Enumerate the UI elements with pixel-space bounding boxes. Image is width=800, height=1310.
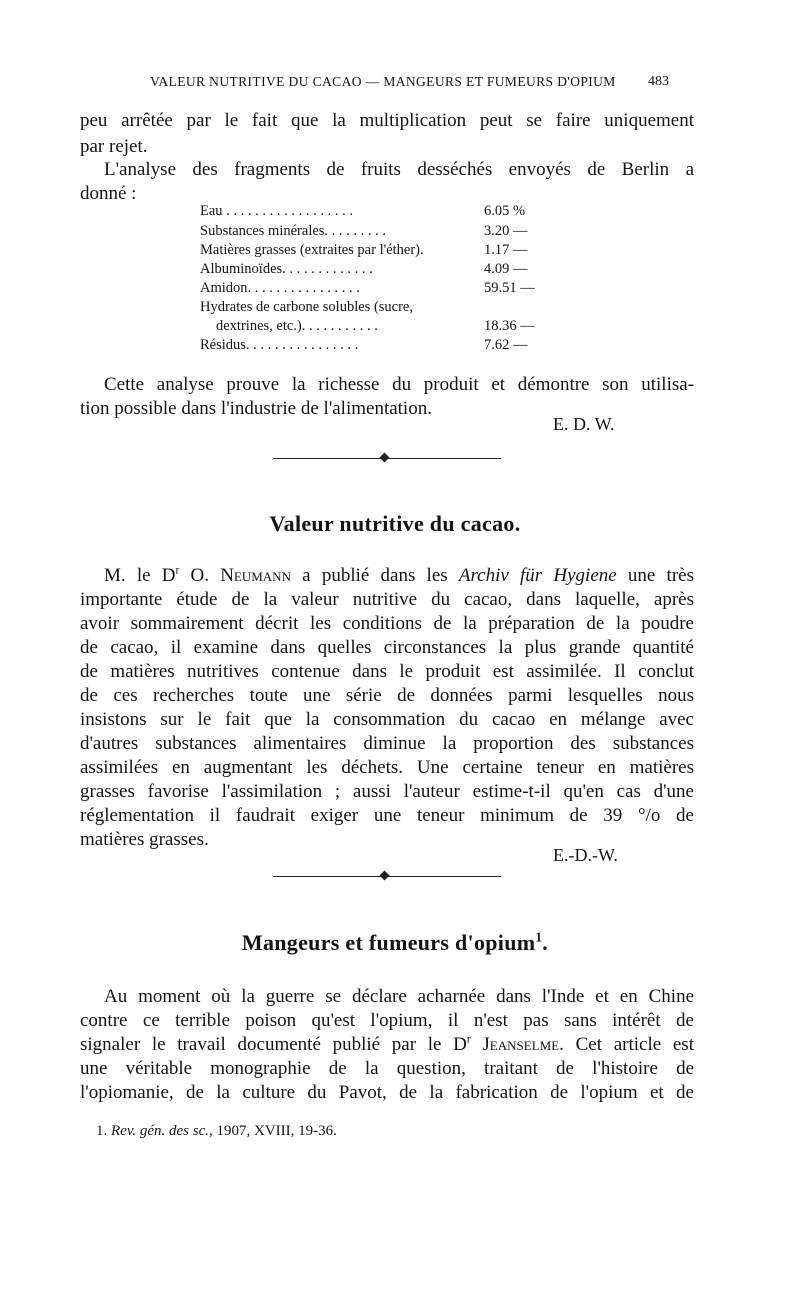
body-line: contre ce terrible poison qu'est l'opium, il n'est pas sans intérêt de bbox=[80, 1010, 694, 1031]
body-line: une véritable monographie de la question, traitant de l'histoire de bbox=[80, 1058, 694, 1079]
table-row-value: 18.36 — bbox=[484, 318, 535, 334]
table-row-value: 59.51 — bbox=[484, 280, 535, 296]
table-row-label: Hydrates de carbone solubles (sucre, bbox=[200, 299, 413, 315]
intro-line-1: peu arrêtée par le fait que la multiplication peut se faire uniquement bbox=[80, 110, 694, 131]
body-line: de cacao, il examine dans quelles circonstances la plus grande quantité bbox=[80, 637, 694, 658]
body-line: avoir sommairement décrit les conditions de la préparation de la poudre bbox=[80, 613, 694, 634]
body-line: l'opiomanie, de la culture du Pavot, de la fabrication de l'opium et de bbox=[80, 1082, 694, 1103]
body-line: importante étude de la valeur nutritive du cacao, dans laquelle, après bbox=[80, 589, 694, 610]
intro-line-3: L'analyse des fragments de fruits desséchés envoyés de Berlin a bbox=[104, 159, 694, 180]
footnote-journal: Rev. gén. des sc. bbox=[111, 1123, 210, 1139]
table-row-value: 6.05 % bbox=[484, 203, 526, 219]
body-line: réglementation il faudrait exiger une teneur minimum de 39 °/o de bbox=[80, 805, 694, 826]
intro-line-2: par rejet. bbox=[80, 136, 148, 157]
body-line: insistons sur le fait que la consommation du cacao en mélange avec bbox=[80, 709, 694, 730]
conclusion-line-1: Cette analyse prouve la richesse du produit et démontre son utilisa- bbox=[104, 374, 694, 395]
running-head: VALEUR NUTRITIVE DU CACAO — MANGEURS ET FUMEURS D'OPIUM bbox=[150, 74, 616, 89]
journal-title: Archiv für Hygiene bbox=[458, 565, 617, 586]
section1-first-line: M. le $D^r$ O. Neumann a publié dans les Archiv für Hygiene une très bbox=[104, 564, 694, 586]
author-name: Neumann bbox=[220, 565, 291, 586]
table-row-label: Eau . . . . . . . . . . . . . . . . . . bbox=[200, 203, 354, 219]
body-line: de matières nutritives contenue dans le produit est assimilée. Il conclut bbox=[80, 661, 694, 682]
table-row-value: 4.09 — bbox=[484, 261, 528, 277]
body-line: matières grasses. bbox=[80, 829, 209, 850]
page-number: 483 bbox=[648, 74, 669, 89]
footnote-marker: 1 bbox=[535, 929, 543, 945]
table-row-value: 7.62 — bbox=[484, 337, 528, 353]
footnote: 1. Rev. gén. des sc., 1907, XVIII, 19-36. bbox=[96, 1123, 337, 1139]
body-line: signaler le travail documenté publié par le $D^r$ Jeanselme. Cet article est bbox=[80, 1033, 694, 1055]
table-row-value: 3.20 — bbox=[484, 223, 528, 239]
table-row-label: Albuminoïdes. . . . . . . . . . . . . bbox=[200, 261, 373, 277]
body-line: assimilées en augmentant les déchets. Une certaine teneur en matières bbox=[80, 757, 694, 778]
body-line: grasses favorise l'assimilation ; aussi l'auteur estime-t-il qu'en cas d'une bbox=[80, 781, 694, 802]
intro-line-4: donné : bbox=[80, 183, 137, 204]
table-row-label: Matières grasses (extraites par l'éther). bbox=[200, 242, 424, 258]
body-line: Au moment où la guerre se déclare acharnée dans l'Inde et en Chine bbox=[104, 986, 694, 1007]
conclusion-line-2: tion possible dans l'industrie de l'alimentation. bbox=[80, 398, 432, 419]
section-title: Valeur nutritive du cacao. bbox=[269, 511, 521, 536]
table-row-value: 1.17 — bbox=[484, 242, 528, 258]
author-name: Jeanselme bbox=[470, 1034, 560, 1055]
table-row-label: Amidon. . . . . . . . . . . . . . . . bbox=[200, 280, 360, 296]
signature: E. D. W. bbox=[553, 414, 615, 434]
section-title: Mangeurs et fumeurs d'opium$^1$. bbox=[241, 929, 549, 955]
body-line: d'autres substances alimentaires diminue la proportion des substances bbox=[80, 733, 694, 754]
table-row-label: dextrines, etc.). . . . . . . . . . . bbox=[216, 318, 378, 334]
body-line: de ces recherches toute une série de données parmi lesquelles nous bbox=[80, 685, 694, 706]
table-row-label: Substances minérales. . . . . . . . . bbox=[200, 223, 387, 239]
signature: E.-D.-W. bbox=[553, 845, 618, 865]
table-row-label: Résidus. . . . . . . . . . . . . . . . bbox=[200, 337, 359, 353]
